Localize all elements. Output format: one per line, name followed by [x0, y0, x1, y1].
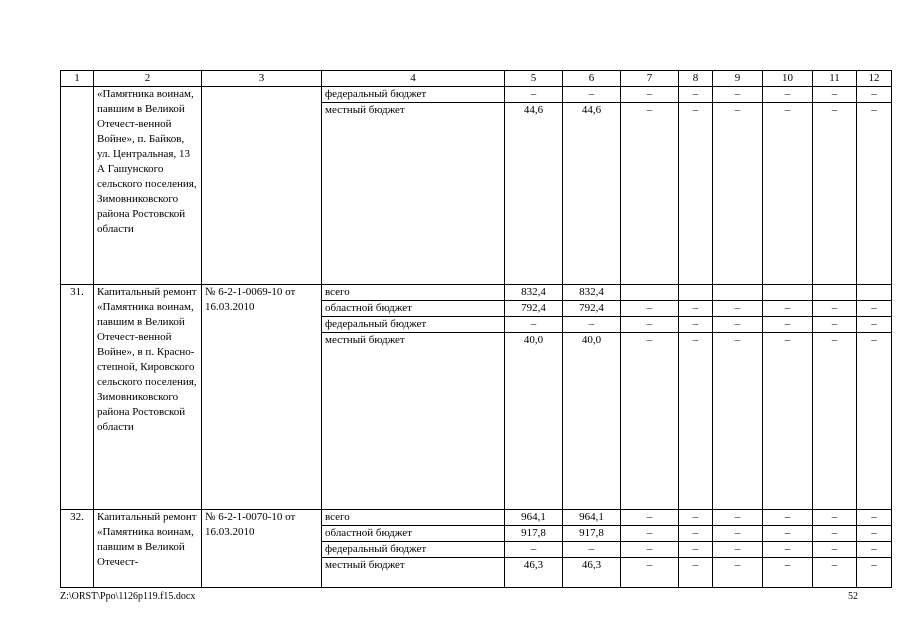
funding-source: местный бюджет [322, 333, 505, 510]
value-cell-c11: – [813, 317, 857, 333]
value-cell-c7: – [621, 87, 679, 103]
value-cell-c6: 917,8 [563, 526, 621, 542]
value-cell-c6: – [563, 317, 621, 333]
table-row [61, 285, 892, 301]
value-cell-c7 [621, 285, 679, 301]
document-table-wrapper [60, 70, 892, 588]
value-cell-c5: 792,4 [505, 301, 563, 317]
value-cell-c12: – [857, 510, 892, 526]
value-cell-c12: – [857, 317, 892, 333]
value-cell-c5: – [505, 317, 563, 333]
header-cell: 3 [202, 71, 322, 87]
budget-table [60, 70, 892, 588]
value-cell-c11: – [813, 87, 857, 103]
value-cell-c9: – [713, 301, 763, 317]
value-cell-c8: – [679, 87, 713, 103]
value-cell-c6: – [563, 87, 621, 103]
value-cell-c5: – [505, 542, 563, 558]
header-cell: 4 [322, 71, 505, 87]
value-cell-c11: – [813, 103, 857, 285]
value-cell-c5: 917,8 [505, 526, 563, 542]
value-cell-c10: – [763, 510, 813, 526]
table-row [61, 510, 892, 526]
object-name: Капитальный ремонт «Памятника воинам, павшим в Великой Отечест- [94, 510, 202, 588]
value-cell-c7: – [621, 526, 679, 542]
value-cell-c6: 792,4 [563, 301, 621, 317]
value-cell-c8: – [679, 510, 713, 526]
object-name: «Памятника воинам, павшим в Великой Отечест-венной Войне», п. Байков, ул. Центральная, 13 А Гашунского сельского поселения, Зимовниковского района Ростовской области [94, 87, 202, 285]
header-cell: 6 [563, 71, 621, 87]
value-cell-c8: – [679, 301, 713, 317]
value-cell-c12: – [857, 301, 892, 317]
funding-source: областной бюджет [322, 526, 505, 542]
value-cell-c5: 46,3 [505, 558, 563, 588]
value-cell-c12: – [857, 558, 892, 588]
value-cell-c9: – [713, 510, 763, 526]
value-cell-c10: – [763, 542, 813, 558]
value-cell-c6: 832,4 [563, 285, 621, 301]
funding-source: федеральный бюджет [322, 542, 505, 558]
value-cell-c9: – [713, 87, 763, 103]
header-cell: 5 [505, 71, 563, 87]
row-number: 32. [61, 510, 94, 588]
value-cell-c10: – [763, 558, 813, 588]
row-number [61, 87, 94, 285]
value-cell-c8: – [679, 103, 713, 285]
value-cell-c5: 832,4 [505, 285, 563, 301]
header-cell: 9 [713, 71, 763, 87]
value-cell-c10: – [763, 317, 813, 333]
value-cell-c12: – [857, 333, 892, 510]
row-number: 31. [61, 285, 94, 510]
header-cell: 2 [94, 71, 202, 87]
value-cell-c11: – [813, 526, 857, 542]
value-cell-c6: 40,0 [563, 333, 621, 510]
value-cell-c12 [857, 285, 892, 301]
value-cell-c9: – [713, 333, 763, 510]
value-cell-c8: – [679, 317, 713, 333]
expertise-doc: № 6-2-1-0070-10 от 16.03.2010 [202, 510, 322, 588]
header-cell: 10 [763, 71, 813, 87]
funding-source: федеральный бюджет [322, 87, 505, 103]
value-cell-c12: – [857, 542, 892, 558]
expertise-doc [202, 87, 322, 285]
value-cell-c10: – [763, 103, 813, 285]
value-cell-c11 [813, 285, 857, 301]
value-cell-c6: 964,1 [563, 510, 621, 526]
funding-source: местный бюджет [322, 558, 505, 588]
footer-page-number: 52 [848, 591, 858, 602]
value-cell-c10 [763, 285, 813, 301]
value-cell-c11: – [813, 542, 857, 558]
value-cell-c10: – [763, 301, 813, 317]
value-cell-c7: – [621, 301, 679, 317]
value-cell-c5: 40,0 [505, 333, 563, 510]
value-cell-c12: – [857, 87, 892, 103]
value-cell-c9: – [713, 542, 763, 558]
funding-source: всего [322, 510, 505, 526]
value-cell-c10: – [763, 526, 813, 542]
funding-source: всего [322, 285, 505, 301]
value-cell-c6: – [563, 542, 621, 558]
value-cell-c11: – [813, 333, 857, 510]
table-row [61, 87, 892, 103]
value-cell-c7: – [621, 510, 679, 526]
value-cell-c7: – [621, 103, 679, 285]
value-cell-c6: 44,6 [563, 103, 621, 285]
value-cell-c11: – [813, 510, 857, 526]
value-cell-c9 [713, 285, 763, 301]
value-cell-c8: – [679, 333, 713, 510]
value-cell-c9: – [713, 526, 763, 542]
value-cell-c8: – [679, 558, 713, 588]
value-cell-c7: – [621, 542, 679, 558]
header-cell: 7 [621, 71, 679, 87]
value-cell-c6: 46,3 [563, 558, 621, 588]
value-cell-c12: – [857, 526, 892, 542]
value-cell-c11: – [813, 558, 857, 588]
value-cell-c7: – [621, 558, 679, 588]
value-cell-c8: – [679, 542, 713, 558]
header-cell: 11 [813, 71, 857, 87]
funding-source: местный бюджет [322, 103, 505, 285]
value-cell-c7: – [621, 333, 679, 510]
header-row [61, 71, 892, 87]
expertise-doc: № 6-2-1-0069-10 от 16.03.2010 [202, 285, 322, 510]
funding-source: областной бюджет [322, 301, 505, 317]
header-cell: 1 [61, 71, 94, 87]
footer-file-path: Z:\ORST\Ppo\1126p119.f15.docx [60, 591, 196, 602]
value-cell-c5: – [505, 87, 563, 103]
value-cell-c7: – [621, 317, 679, 333]
object-name: Капитальный ремонт «Памятника воинам, павшим в Великой Отечест-венной Войне», в п. Красно-степной, Кировского сельского поселения, Зимовниковского района Ростовской области [94, 285, 202, 510]
value-cell-c9: – [713, 317, 763, 333]
value-cell-c5: 44,6 [505, 103, 563, 285]
value-cell-c12: – [857, 103, 892, 285]
value-cell-c9: – [713, 558, 763, 588]
value-cell-c10: – [763, 87, 813, 103]
value-cell-c10: – [763, 333, 813, 510]
funding-source: федеральный бюджет [322, 317, 505, 333]
header-cell: 8 [679, 71, 713, 87]
value-cell-c8: – [679, 526, 713, 542]
value-cell-c8 [679, 285, 713, 301]
value-cell-c9: – [713, 103, 763, 285]
header-cell: 12 [857, 71, 892, 87]
value-cell-c11: – [813, 301, 857, 317]
value-cell-c5: 964,1 [505, 510, 563, 526]
